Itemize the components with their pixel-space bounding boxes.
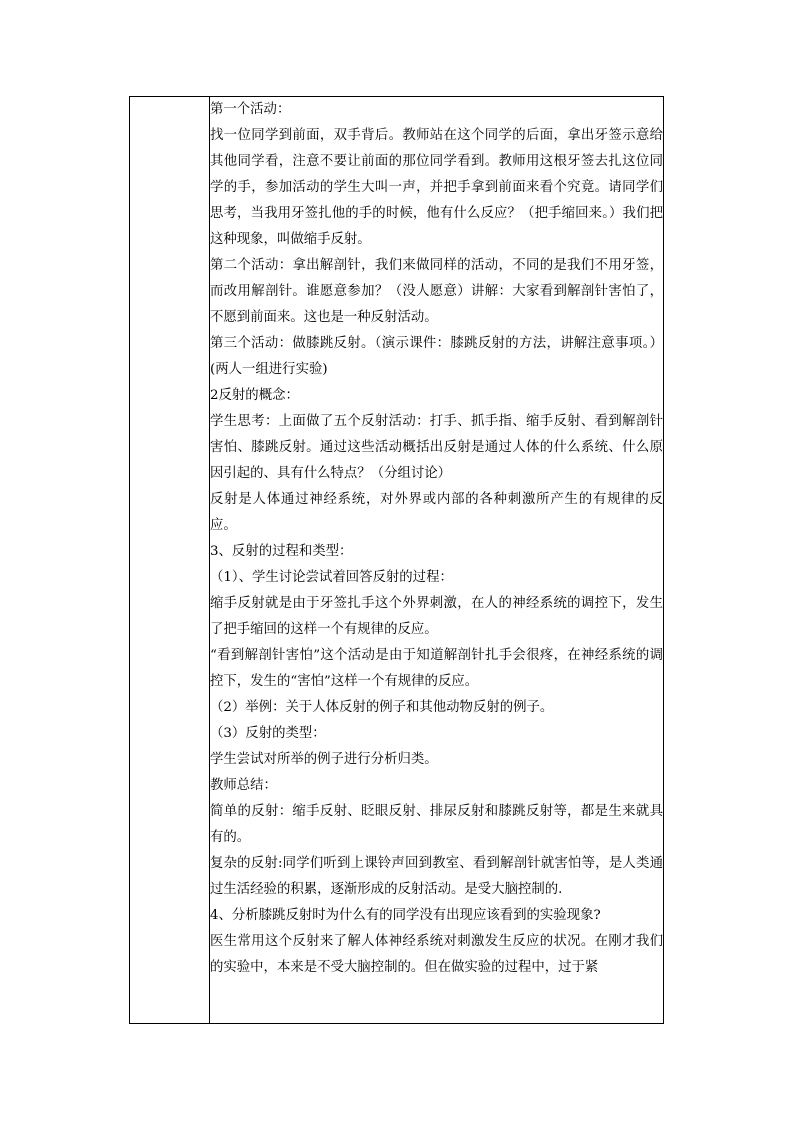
table-row [130,97,664,1024]
complex-reflex-text: 复杂的反射:同学们听到上课铃声回到教室、看到解剖针就害怕等，是人类通过生活经验的积累，逐渐形成的反射活动。是受大脑控制的. [210,856,663,897]
empty-left-cell [130,97,210,1024]
process-discussion-heading: （1）、学生讨论尝试着回答反射的过程： [210,570,453,585]
doctor-usage-text: 医生常用这个反射来了解人体神经系统对刺激发生反应的状况。在刚才我们的实验中，本来是不受大脑控制的。但在做实验的过程中，过于紧 [210,934,663,975]
withdrawal-reflex-text: 缩手反射就是由于牙签扎手这个外界刺激，在人的神经系统的调控下，发生了把手缩回的这样一个有规律的反应。 [210,596,663,637]
reflex-definition-text: 反射是人体通过神经系统，对外界或内部的各种刺激所产生的有规律的反应。 [210,492,663,533]
reflex-concept-heading: 2反射的概念： [210,388,299,403]
classification-text: 学生尝试对所举的例子进行分析归类。 [210,752,438,767]
student-thinking-text: 学生思考：上面做了五个反射活动：打手、抓手指、缩手反射、看到解剖针害怕、膝跳反射。通过这些活动概括出反射是通过人体的什么系统、什么原因引起的、具有什么特点？（分组讨论） [210,414,663,481]
simple-reflex-text: 简单的反射：缩手反射、眨眼反射、排尿反射和膝跳反射等，都是生来就具有的。 [210,804,663,845]
examples-text: （2）举例：关于人体反射的例子和其他动物反射的例子。 [210,700,554,715]
reflex-types-heading: （3）反射的类型： [210,726,326,741]
knee-jerk-question: 4、分析膝跳反射时为什么有的同学没有出现应该看到的实验现象? [210,908,601,923]
activity-3-text: 第三个活动：做膝跳反射。（演示课件：膝跳反射的方法，讲解注意事项。）(两人一组进行实验) [210,336,663,377]
fear-reflex-text: “看到解剖针害怕”这个活动是由于知道解剖针扎手会很疼，在神经系统的调控下，发生的“害怕”这样一个有规律的反应。 [210,648,663,689]
activity-2-text: 第二个活动：拿出解剖针，我们来做同样的活动，不同的是我们不用牙签，而改用解剖针。谁愿意参加？（没人愿意）讲解：大家看到解剖针害怕了，不愿到前面来。这也是一种反射活动。 [210,258,663,325]
lesson-table [129,96,664,1024]
content-cell [210,97,664,1024]
teacher-summary-heading: 教师总结： [210,778,277,793]
reflex-process-heading: 3、反射的过程和类型： [210,544,353,559]
activity-1-text: 找一位同学到前面，双手背后。教师站在这个同学的后面，拿出牙签示意给其他同学看，注意不要让前面的那位同学看到。教师用这根牙签去扎这位同学的手，参加活动的学生大叫一声，并把手拿到前面来看个究竟。请同学们思考，当我用牙签扎他的手的时候，他有什么反应？（把手缩回来。）我们把这种现象，叫做缩手反射。 [210,128,663,247]
activity-1-heading: 第一个活动： [210,102,291,117]
